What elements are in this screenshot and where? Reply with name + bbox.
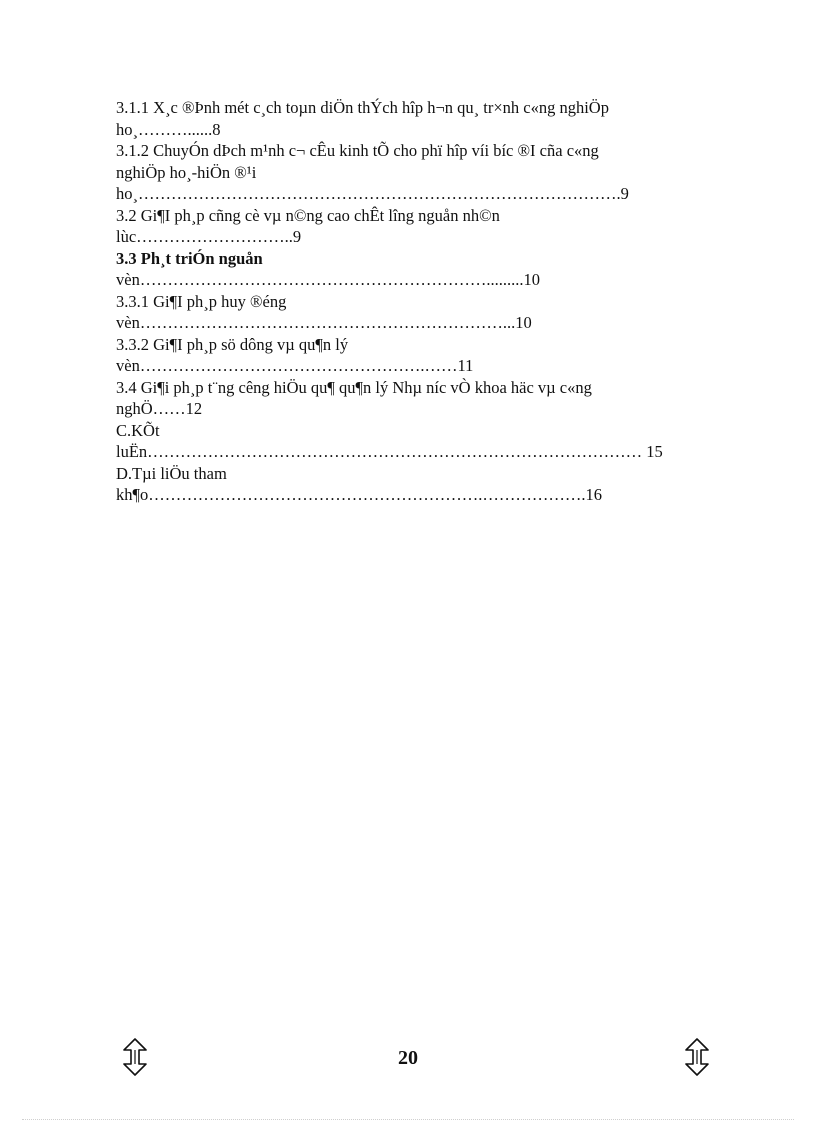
toc-line: lùc………………………..9 — [116, 227, 302, 246]
toc-line: vèn…………………………………………….……11 — [116, 356, 474, 375]
toc-line: kh¶o…………………………………………………….……………….16 — [116, 485, 602, 504]
toc-line: 3.3 Ph¸t triÓn nguån — [116, 248, 263, 268]
page-bottom-divider — [22, 1119, 794, 1120]
toc-line: ho¸………......8 — [116, 119, 221, 139]
page-number: 20 — [398, 1047, 418, 1069]
toc-line: vèn…………………………………………………………...10 — [116, 313, 532, 332]
toc-line: C.KÕt — [116, 420, 160, 440]
toc-line: 3.3.1 Gi¶I ph¸p huy ®éng — [116, 291, 287, 311]
up-down-arrow-icon — [683, 1038, 711, 1076]
toc-line: 3.4 Gi¶i ph¸p t¨ng cêng hiÖu qu¶ qu¶n lý Nhµ níc vÒ khoa häc vµ c«ng — [116, 377, 592, 397]
toc-line: D.Tµi liÖu tham — [116, 463, 227, 483]
toc-line: 3.1.2 ChuyÓn dÞch m¹nh c¬ cÊu kinh tÕ cho phï hîp víi bíc ®I cña c«ng — [116, 141, 599, 160]
toc-line: vèn……………………………………………………….........10 — [116, 270, 540, 289]
toc-line: 3.3.2 Gi¶I ph¸p sö dông vµ qu¶n lý — [116, 334, 349, 354]
toc-line: nghiÖp ho¸-hiÖn ®¹i — [116, 162, 257, 182]
toc-line: 3.2 Gi¶I ph¸p cñng cè vµ n©ng cao chÊt lîng nguån nh©n — [116, 205, 500, 225]
toc-line: 3.1.1 X¸c ®Þnh mét c¸ch toµn diÖn thÝch hîp h¬n qu¸ tr×nh c«ng nghiÖp — [116, 98, 609, 117]
table-of-contents — [116, 97, 756, 506]
toc-line: ho¸…………………………………………………………………………….9 — [116, 184, 629, 203]
toc-line: nghÖ……12 — [116, 399, 203, 418]
toc-line: luËn……………………………………………………………………………… 15 — [116, 442, 663, 461]
